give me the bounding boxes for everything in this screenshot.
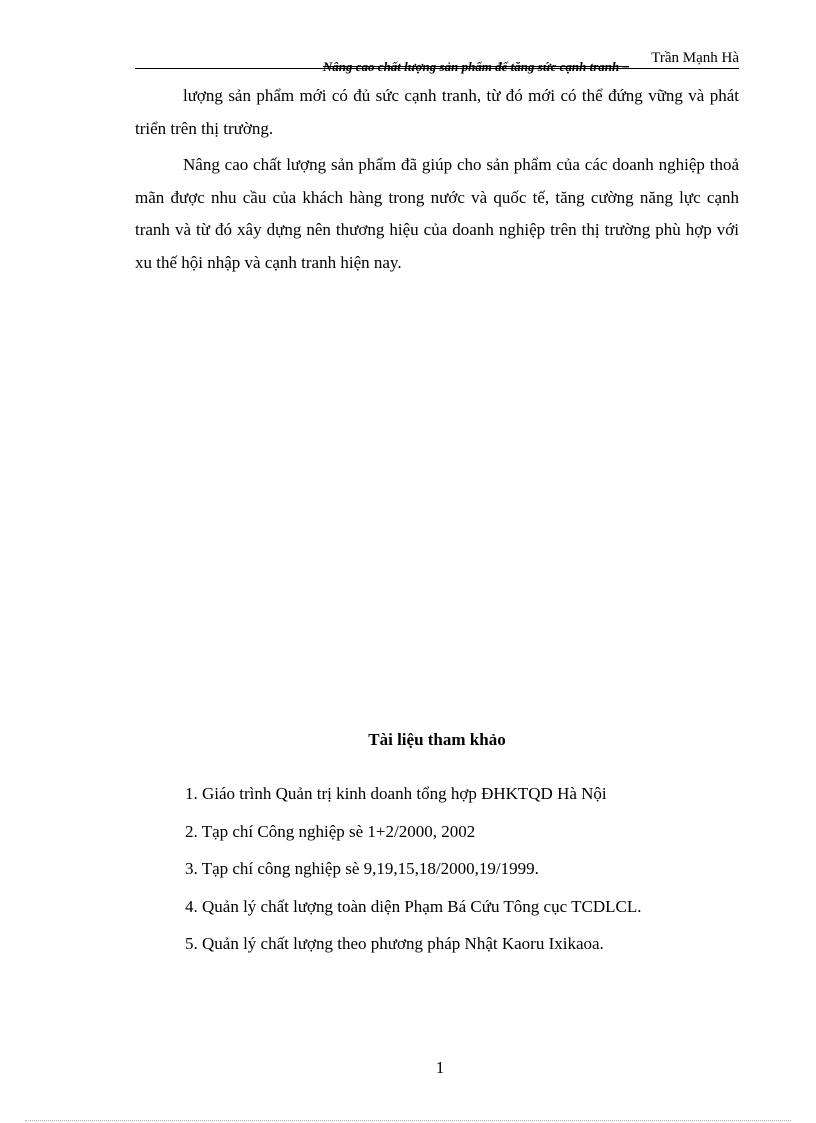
header-author: Trần Mạnh Hà [651,50,739,66]
references-title: Tài liệu tham khảo [368,730,506,749]
body-paragraph: lượng sản phẩm mới có đủ sức cạnh tranh, từ đó mới có thể đứng vững và phát triển trên thị trường. [135,86,739,138]
body-text [135,80,739,279]
reference-item: 1. Giáo trình Quản trị kinh doanh tổng hợp ĐHKTQD Hà Nội [185,784,607,803]
reference-item: 2. Tạp chí Công nghiệp sè 1+2/2000, 2002 [185,821,476,841]
references-list [185,780,745,968]
body-paragraph: Nâng cao chất lượng sản phẩm đã giúp cho sản phẩm của các doanh nghiệp thoả mãn được nhu cầu của khách hàng trong nước và quốc tế, tăng cường năng lực cạnh tranh và từ đó xây dựng nên thương hiệu của doanh nghiệp trên thị trường phù hợp với xu thế hội nhập và cạnh tranh hiện nay. [135,155,739,272]
header-title: Nâng cao chất lượng sản phẩm để tăng sức cạnh tranh – [322,59,629,74]
reference-item: 4. Quản lý chất lượng toàn diện Phạm Bá Cứu Tông cục TCDLCL. [185,896,642,916]
reference-item: 5. Quản lý chất lượng theo phương pháp Nhật Kaoru Ixikaoa. [185,934,604,953]
reference-item: 3. Tạp chí công nghiệp sè 9,19,15,18/2000,19/1999. [185,859,539,878]
page-number: 1 [435,1058,445,1077]
page-header [135,48,739,74]
page-bottom-rule [25,1120,791,1121]
